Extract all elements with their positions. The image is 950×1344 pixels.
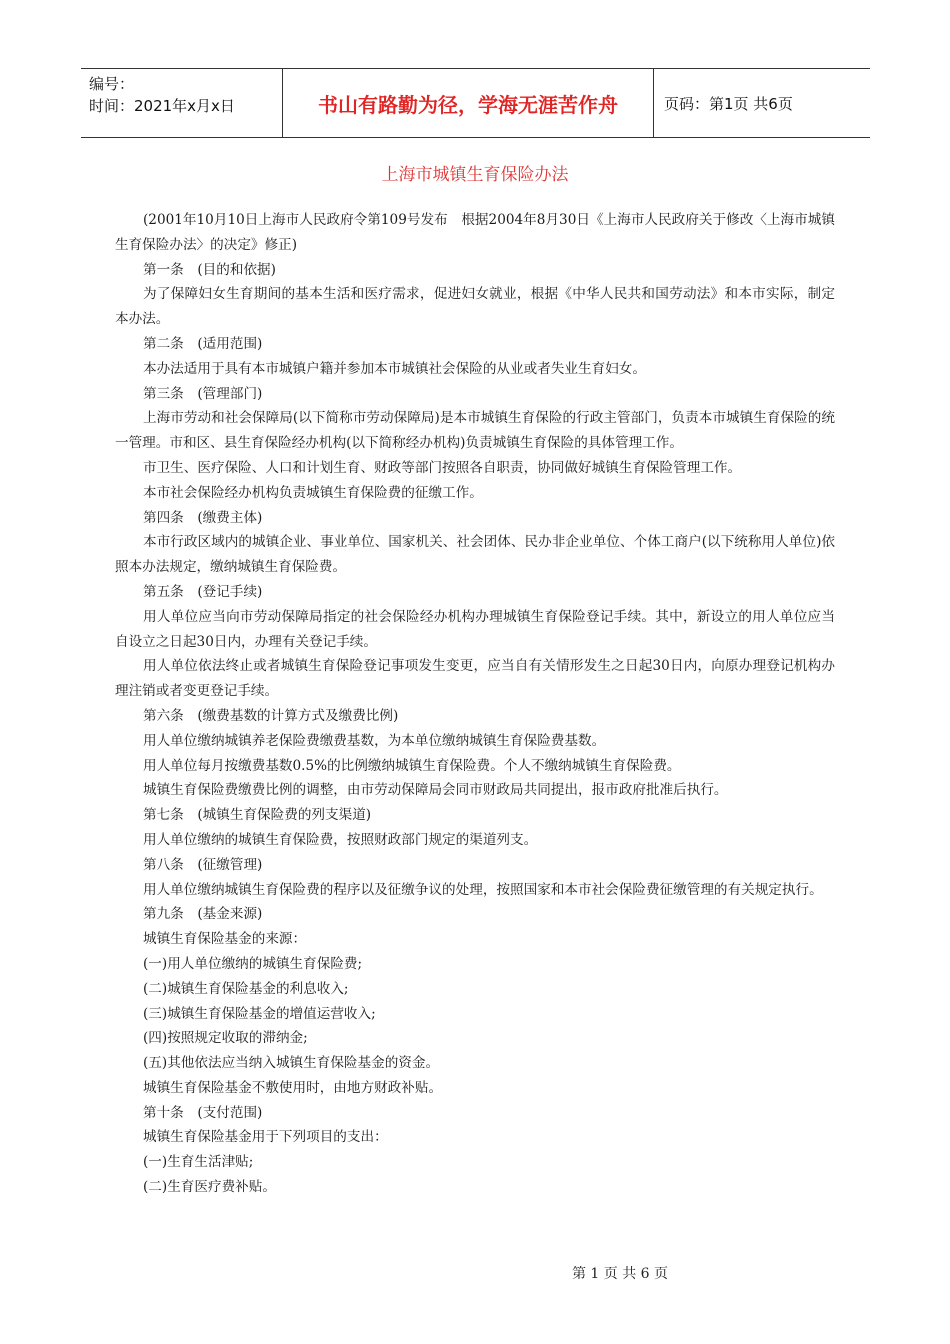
body-paragraph: 第七条 (城镇生育保险费的列支渠道)	[143, 807, 372, 824]
document-time-label: 时间：2021年x月x日	[89, 97, 235, 115]
body-paragraph: (一)生育生活津贴;	[143, 1154, 254, 1171]
body-paragraph: 第二条 (适用范围)	[143, 335, 263, 352]
header-page-info: 页码：第1页 共6页	[664, 94, 793, 113]
body-paragraph: 第十条 (支付范围)	[143, 1104, 263, 1121]
body-paragraph: 城镇生育保险基金用于下列项目的支出：	[143, 1129, 388, 1146]
body-paragraph: (二)城镇生育保险基金的利息收入;	[143, 980, 349, 997]
body-paragraph: (五)其他依法应当纳入城镇生育保险基金的资金。	[143, 1055, 440, 1072]
body-paragraph: 第三条 (管理部门)	[143, 385, 263, 402]
page-footer: 第 1 页 共 6 页	[571, 1266, 669, 1282]
body-paragraph: 第九条 (基金来源)	[143, 906, 263, 923]
page-header	[81, 68, 870, 138]
body-paragraph: 本办法适用于具有本市城镇户籍并参加本市城镇社会保险的从业或者失业生育妇女。	[143, 360, 646, 377]
body-paragraph: 上海市劳动和社会保障局(以下简称市劳动保障局)是本市城镇生育保险的行政主管部门，负责本市城镇生育保险的统一管理。市和区、县生育保险经办机构(以下简称经办机构)负责城镇生育保险的具体管理工作。	[115, 410, 835, 452]
body-paragraph: 城镇生育保险费缴费比例的调整，由市劳动保障局会同市财政局共同提出，报市政府批准后执行。	[143, 782, 728, 799]
document-body	[115, 208, 835, 1200]
body-paragraph: (一)用人单位缴纳的城镇生育保险费;	[143, 955, 363, 972]
body-paragraph: 用人单位依法终止或者城镇生育保险登记事项发生变更，应当自有关情形发生之日起30日内，向原办理登记机构办理注销或者变更登记手续。	[115, 658, 835, 700]
body-paragraph: 用人单位缴纳城镇养老保险费缴费基数，为本单位缴纳城镇生育保险费基数。	[143, 732, 606, 749]
body-paragraph: 城镇生育保险基金的来源：	[143, 931, 307, 948]
document-title: 上海市城镇生育保险办法	[381, 165, 569, 185]
body-paragraph: 用人单位缴纳城镇生育保险费的程序以及征缴争议的处理，按照国家和本市社会保险费征缴管理的有关规定执行。	[143, 881, 823, 898]
body-paragraph: 本市行政区域内的城镇企业、事业单位、国家机关、社会团体、民办非企业单位、个体工商户(以下统称用人单位)依照本办法规定，缴纳城镇生育保险费。	[115, 534, 835, 576]
document-number-label: 编号：	[89, 75, 135, 93]
body-paragraph: 城镇生育保险基金不敷使用时，由地方财政补贴。	[143, 1079, 443, 1096]
header-slogan: 书山有路勤为径，学海无涯苦作舟	[282, 69, 654, 137]
body-paragraph: 市卫生、医疗保险、人口和计划生育、财政等部门按照各自职责，协同做好城镇生育保险管理工作。	[143, 459, 742, 476]
body-paragraph: 第六条 (缴费基数的计算方式及缴费比例)	[143, 707, 399, 724]
body-paragraph: 用人单位应当向市劳动保障局指定的社会保险经办机构办理城镇生育保险登记手续。其中，新设立的用人单位应当自设立之日起30日内，办理有关登记手续。	[115, 608, 835, 650]
header-info-cell	[81, 69, 282, 137]
body-paragraph: 用人单位缴纳的城镇生育保险费，按照财政部门规定的渠道列支。	[143, 831, 538, 848]
body-paragraph: (四)按照规定收取的滞纳金;	[143, 1030, 308, 1047]
body-paragraph: (三)城镇生育保险基金的增值运营收入;	[143, 1005, 376, 1022]
body-paragraph: 本市社会保险经办机构负责城镇生育保险费的征缴工作。	[143, 484, 483, 501]
body-paragraph: 第一条 (目的和依据)	[143, 261, 276, 278]
body-paragraph: 用人单位每月按缴费基数0.5%的比例缴纳城镇生育保险费。个人不缴纳城镇生育保险费。	[143, 757, 681, 774]
body-paragraph: 第八条 (征缴管理)	[143, 856, 263, 873]
body-paragraph: 第五条 (登记手续)	[143, 583, 263, 600]
body-paragraph: (2001年10月10日上海市人民政府令第109号发布 根据2004年8月30日《上海市人民政府关于修改〈上海市城镇生育保险办法〉的决定》修正)	[115, 212, 835, 253]
body-paragraph: (二)生育医疗费补贴。	[143, 1179, 276, 1196]
body-paragraph: 为了保障妇女生育期间的基本生活和医疗需求，促进妇女就业，根据《中华人民共和国劳动法》和本市实际，制定本办法。	[115, 286, 835, 328]
body-paragraph: 第四条 (缴费主体)	[143, 509, 263, 526]
